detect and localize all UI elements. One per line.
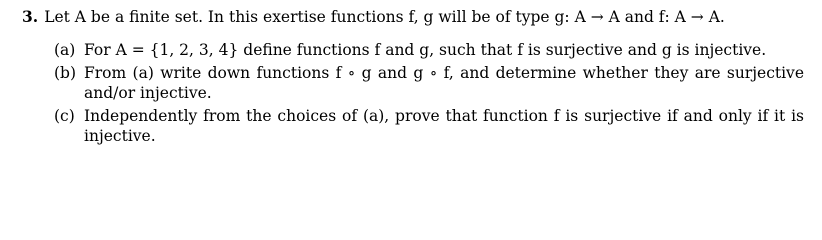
part-c (54, 106, 804, 146)
problem-stem-text: Let A be a finite set. In this exertise functions f, g will be of type g: A → A and f: A → A. (44, 8, 725, 26)
part-text: For A = {1, 2, 3, 4} define functions f and g, such that f is surjective and g is injective. (84, 41, 767, 59)
part-label: (b) (54, 64, 77, 82)
part-b (54, 63, 804, 103)
problem-statement (22, 7, 812, 27)
problem-number: 3. (22, 7, 39, 26)
part-label: (c) (54, 107, 75, 125)
part-text: Independently from the choices of (a), prove that function f is surjective if and only if it is injective. (84, 107, 804, 145)
part-text: From (a) write down functions f ∘ g and g ∘ f, and determine whether they are surjective and/or injective. (84, 64, 804, 102)
part-a (54, 40, 804, 60)
problem-parts (54, 40, 804, 149)
part-label: (a) (54, 41, 76, 59)
